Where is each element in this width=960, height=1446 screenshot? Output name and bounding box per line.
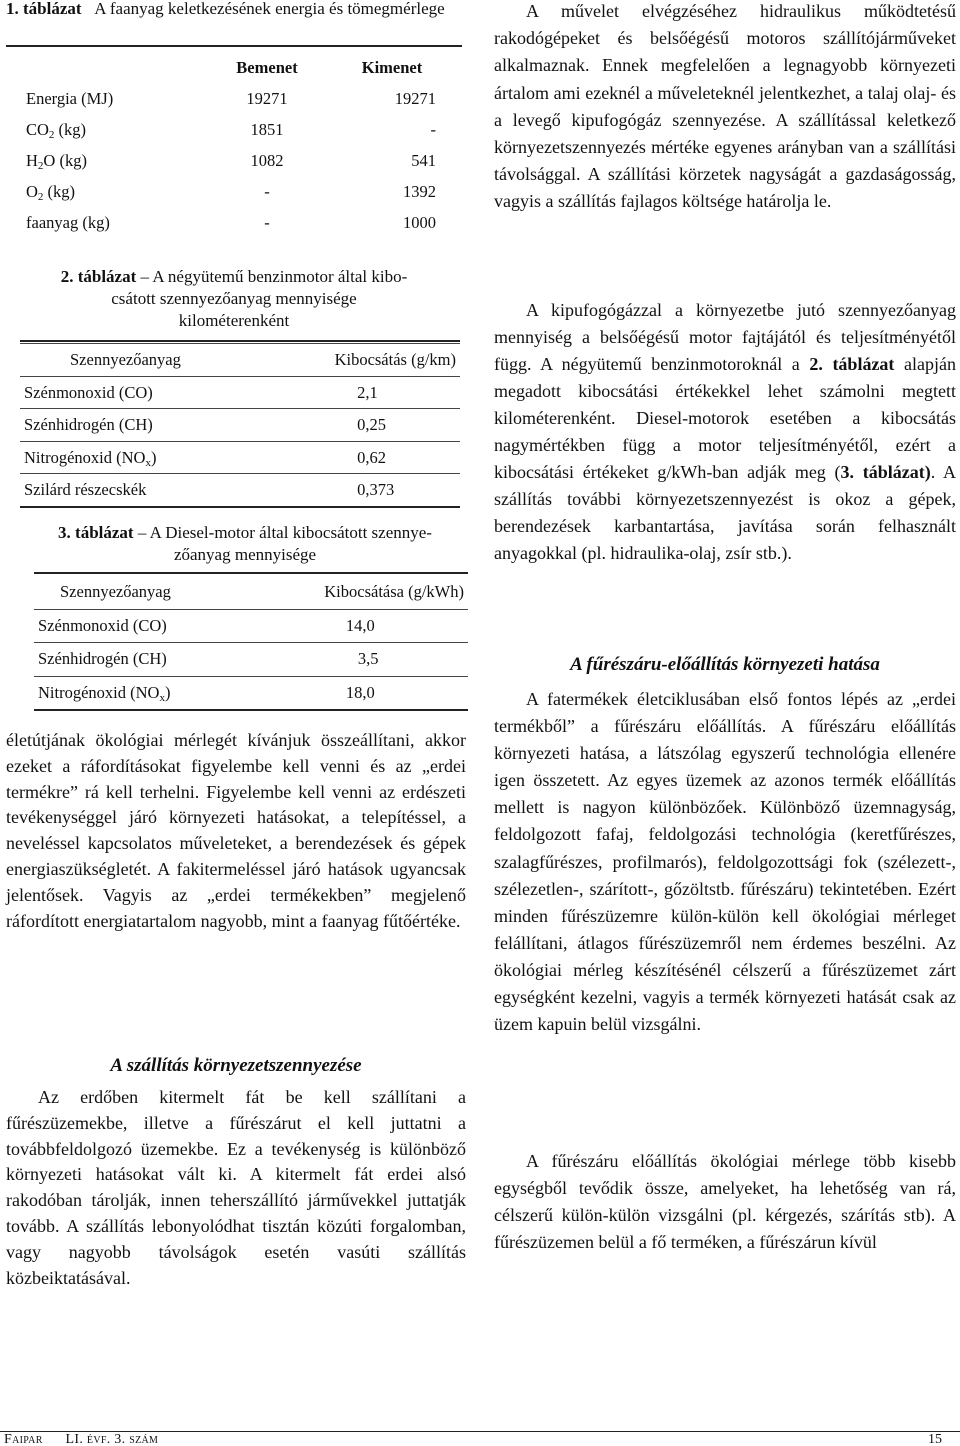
table3-row-value: 3,5 [357,649,379,668]
table2-row [20,409,460,442]
table2 [20,343,460,508]
table2-row-value: 0,62 [357,447,386,467]
table1-row-out: 541 [411,151,436,170]
table2-row [20,474,460,507]
table1-header-in: Bemenet [236,58,298,77]
table1-row-in: 1851 [250,120,284,139]
table1-row [22,114,452,145]
table1-row-out: 1392 [403,182,436,201]
table3-header-row [34,576,468,609]
table3-caption: 3. táblázat – A Diesel-motor által kibocsátott szennye- zőanyag mennyisége [58,523,432,564]
table1-row-in: 19271 [246,89,288,108]
table2-header-pollutant: Szennyezőanyag [70,350,181,369]
table1-row [22,176,452,207]
table1-row-out: - [430,120,436,139]
table1-row-in: - [264,213,270,232]
table3-row-label: Nitrogénoxid $(NO_x)$ [38,682,171,704]
table1-row-label: $O_2$ (kg) [26,182,76,203]
table3-top-rule [34,572,468,574]
table3-row [34,643,468,677]
table1-row [22,83,452,114]
table1-row-in: 1082 [250,151,284,170]
page-number: 15 [928,1432,942,1446]
table2-header-row [20,344,460,377]
section-heading-transport: A szállítás környezetszennyezése [110,1055,362,1076]
table1-header-out: Kimenet [361,58,423,77]
table3-reference: 3. táblázat) [840,462,931,482]
table3-row-value: 18,0 [345,682,375,702]
table1-row-label: faanyag (kg) [26,213,110,232]
table2-row-label: Szénhidrogén (CH) [24,415,153,434]
table3-row-label: Szénmonoxid (CO) [38,615,167,635]
table2-caption-number: 2. táblázat [60,267,137,286]
table1-row-label: $CO_2$ (kg) [26,120,87,141]
table2-row [20,441,460,474]
table1-row-label: Energia (MJ) [26,89,114,108]
table3 [34,576,468,711]
table1-header-row [22,52,452,83]
table1 [22,52,452,238]
table2-caption: 2. táblázat – A négyütemű benzinmotor által kibo- csátott szennyezőanyag mennyisége kilométerenként [60,267,408,330]
right-paragraph-2: A kipufogógázzal a környezetbe jutó szennyezőanyag mennyiség a belsőégésű motor fajtájától és teljesítményétől függ. A négyütemű benzinmotoroknál a 2. táblázat alapján megadott kibocsátási értékekkel lehet számolni megtett kilométerenként. Diesel-motorok esetében a kibocsátás nagymértékben függ a motor teljesítményétől, ezért a kibocsátási értékeket g/kWh-ban adják meg (3. táblázat). A szállítás további környezetszennyezést is okoz a gépek, berendezések karbantartása, javítása során felhasznált anyagokkal (pl. hidraulika-olaj, zsír stb.). [494,300,957,563]
table3-caption-number: 3. táblázat [58,523,134,542]
table1-row-in: - [264,182,270,201]
table2-header-emission: Kibocsátás (g/km) [334,350,456,369]
table3-header-pollutant: Szennyezőanyag [60,582,171,601]
table1-row [22,207,452,238]
table2-reference: 2. táblázat [809,354,895,374]
table1-caption-text: A faanyag keletkezésének energia és tömegmérlege [94,0,445,18]
sawmill-paragraph-1: A fatermékek életciklusában első fontos lépés az „erdei termékből” a fűrészáru előállítás. A fűrészáru előállítás környezeti hatása, a látszólag egyszerű technológia ellenére igen összetett. Az egyes üzemek az azonos termék előállítás mellett is nagyon különbözőek. Különböző üzemnagyság, feldolgozott fafaj, feldolgozási technológia (keretfűrészes, szalagfűrészes, profilmarós), feldolgozottsági fok (szélezett-, szélezetlen-, szárított-, gőzöltstb. fűrészáru) tekintetében. Ezért minden fűrészüzemre külön-külön kell ökológiai mérleget felállítani, átlagos fűrészüzemről nem érdemes beszélni. Az ökológiai mérleg készítésénél célszerű a fűrészüzemet zárt egységként kezelni, vagyis a termék környezeti hatását csak az üzem kapuin belül vizsgálni. [494,689,956,1035]
table2-top-rule [20,340,460,342]
table3-row-value: 14,0 [345,615,375,635]
section-heading-sawmill: A fűrészáru-előállítás környezeti hatása [570,654,880,675]
table2-row-label: Nitrogénoxid $(NO_x)$ [24,447,157,469]
table3-header-emission: Kibocsátása (g/kWh) [324,582,464,601]
sawmill-paragraph-2: A fűrészáru előállítás ökológiai mérlege több kisebb egységből tevődik össze, amelyeket, ha lehetőség van rá, célszerű külön-külön vizsgálni (pl. kérgezés, szárítás stb). A fűrészüzemen belül a fő terméken, a fűrészárun kívül [494,1151,956,1253]
table1-row [22,145,452,176]
table1-caption [6,0,462,20]
table3-row [34,609,468,643]
table1-row-out: 19271 [394,89,436,108]
table2-row-value: 0,25 [357,415,386,434]
table2-row-label: Szénmonoxid (CO) [24,382,153,402]
transport-paragraph: Az erdőben kitermelt fát be kell szállítani a fűrészüzemekbe, illetve a fűrészárut el kell juttatni a továbbfeldolgozó üzemekbe. Ez a tevékenység is különböző környezeti hatásokat vált ki. A kitermelt fát erdei alsó rakodóban tárolják, innen teherszállító járművekkel juttatják tovább. A szállítás lebonyolódhat tisztán közúti forgalomban, vagy nagyobb távolságok esetén vasúti szállítás közbeiktatásával. [6,1087,466,1288]
table1-caption-number: 1. táblázat [6,0,82,18]
footer-journal: Faipar LI. évf. 3. szám [4,1432,159,1446]
table3-row-label: Szénhidrogén (CH) [38,649,167,668]
table2-row-value: 2,1 [357,382,378,402]
table2-row-label: Szilárd részecskék [24,480,147,499]
left-body-paragraph: életútjának ökológiai mérlegét kívánjuk összeállítani, akkor ezeket a ráfordításokat figyelembe kell venni és az „erdei termékre” rá kell terhelni. Figyelembe kell venni az erdészeti tevékenységgel járó környezeti hatásokat, a telepítéssel, a neveléssel kapcsolatos műveleteket, a berendezések és gépek energiaszükségletét. A fakitermeléssel járó hatások ugyancsak jelentősek. Vagyis az „erdei termékekben” megjelenő ráfordított energiatartalom nagyobb, mint a faanyag fűtőértéke. [6,730,466,931]
table1-row-out: 1000 [403,213,436,232]
right-paragraph-1: A művelet elvégzéséhez hidraulikus működtetésű rakodógépeket és belsőégésű motoros szállítójárműveket alkalmaznak. Ennek megfelelően a legnagyobb környezeti ártalom ami ezeknél a műveleteknél jelentkezhet, a talaj olaj- és a levegő kipufogógáz szennyezése. A szállítással keletkező környezetszennyezés mértéke egyenes arányban van a szállítási távolsággal. A szállítási körzetek nagyságát a gazdaságosság, vagyis a szállítás fajlagos költsége határolja le. [494,1,956,212]
table1-row-label: $H_2O$ (kg) [26,151,87,172]
table2-row-value: 0,373 [357,480,395,499]
table3-row [34,676,468,710]
table2-row [20,376,460,409]
table1-top-rule [6,45,462,47]
page-footer [0,1431,960,1446]
